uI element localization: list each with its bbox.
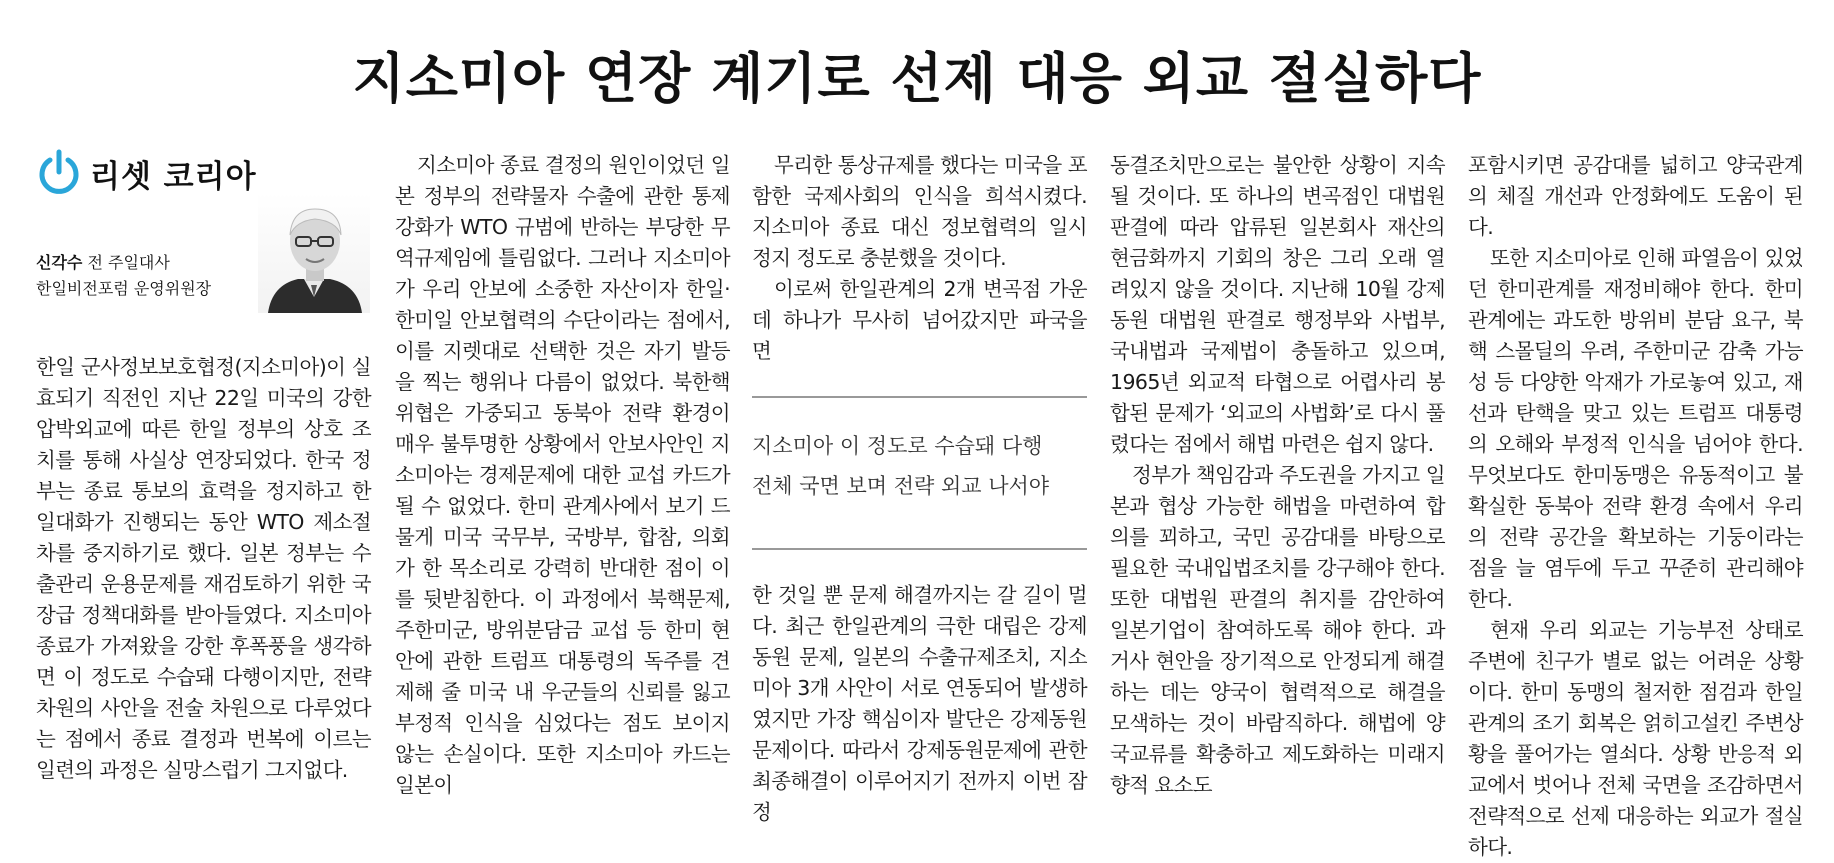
- pull-quote-bottom-rule: [752, 548, 1087, 550]
- paragraph: 정부가 책임감과 주도권을 가지고 일본과 협상 가능한 해법을 마련하여 합의를 꾀하고, 국민 공감대를 바탕으로 필요한 국내입법조치를 강구해야 한다. 또한 대법원 판결의 취지를 감안하여 일본기업이 참여하도록 해야 한다. 과거사 현안을 장기적으로 안정되게 해결하는 데는 양국이 협력적으로 해결을 모색하는 것이 바람직하다. 해법에 양국교류를 확충하고 제도화하는 미래지향적 요소도: [1110, 463, 1445, 797]
- headline: 지소미아 연장 계기로 선제 대응 외교 절실하다: [352, 46, 1482, 110]
- column-logo: [36, 148, 257, 198]
- article-column-1: [36, 352, 371, 786]
- paragraph: 동결조치만으로는 불안한 상황이 지속될 것이다. 또 하나의 변곡점인 대법원 판결에 따라 압류된 일본회사 재산의 현금화까지 기회의 창은 그리 오래 열려있지 않을 것이다. 지난해 10월 강제동원 대법원 판결로 행정부와 사법부, 국내법과 국제법이 충돌하고 있으며, 1965년 외교적 타협으로 어렵사리 봉합된 문제가 ‘외교의 사법화’로 다시 풀렸다는 점에서 해법 마련은 쉽지 않다.: [1110, 153, 1445, 456]
- paragraph: 한 것일 뿐 문제 해결까지는 갈 길이 멀다. 최근 한일관계의 극한 대립은 강제동원 문제, 일본의 수출규제조치, 지소미아 3개 사안이 서로 연동되어 발생하였지만 가장 핵심이자 발단은 강제동원 문제이다. 따라서 강제동원문제에 관한 최종해결이 이루어지기 전까지 이번 잠정: [752, 583, 1087, 824]
- author-photo: [258, 193, 370, 313]
- pull-quote: [752, 426, 1087, 506]
- article-column-4: [1110, 150, 1445, 801]
- paragraph: 현재 우리 외교는 기능부전 상태로 주변에 친구가 별로 없는 어려운 상황이다. 한미 동맹의 철저한 점검과 한일관계의 조기 회복은 얽히고설킨 주변상황을 풀어가는 열쇠다. 상황 반응적 외교에서 벗어나 전체 국면을 조감하면서 전략적으로 선제 대응하는 외교가 절실하다.: [1468, 618, 1803, 859]
- article-column-3: [752, 150, 1087, 367]
- power-icon: [36, 148, 82, 198]
- article-column-5: [1468, 150, 1803, 863]
- author-byline: [36, 250, 211, 302]
- pull-quote-line: 지소미아 이 정도로 수습돼 다행: [752, 434, 1043, 458]
- paragraph: 포함시키면 공감대를 넓히고 양국관계의 체질 개선과 안정화에도 도움이 된다.: [1468, 153, 1803, 239]
- paragraph: 무리한 통상규제를 했다는 미국을 포함한 국제사회의 인식을 희석시켰다. 지소미아 종료 대신 정보협력의 일시 정지 정도로 충분했을 것이다.: [752, 153, 1087, 270]
- article-column-2: [395, 150, 730, 801]
- paragraph: 지소미아 종료 결정의 원인이었던 일본 정부의 전략물자 수출에 관한 통제 강화가 WTO 규범에 반하는 부당한 무역규제임에 틀림없다. 그러나 지소미아가 우리 안보에 소중한 자산이자 한일·한미일 안보협력의 수단이라는 점에서, 이를 지렛대로 선택한 것은 자기 발등을 찍는 행위나 다름이 없었다. 북한핵 위협은 가중되고 동북아 전략 환경이 매우 불투명한 상황에서 안보사안인 지소미아는 경제문제에 대한 교섭 카드가 될 수 없었다. 한미 관계사에서 보기 드물게 미국 국무부, 국방부, 합참, 의회가 한 목소리로 강력히 반대한 점이 이를 뒷받침한다. 이 과정에서 북핵문제, 주한미군, 방위분담금 교섭 등 한미 현안에 관한 트럼프 대통령의 독주를 견제해 줄 미국 내 우군들의 신뢰를 잃고 부정적 인식을 심었다는 점도 보이지 않는 손실이다. 또한 지소미아 카드는 일본이: [395, 153, 730, 797]
- paragraph: 이로써 한일관계의 2개 변곡점 가운데 하나가 무사히 넘어갔지만 파국을 면: [752, 277, 1087, 363]
- paragraph: 또한 지소미아로 인해 파열음이 있었던 한미관계를 재정비해야 한다. 한미관계에는 과도한 방위비 분담 요구, 북핵 스몰딜의 우려, 주한미군 감축 가능성 등 다양한 악재가 가로놓여 있고, 재선과 탄핵을 맞고 있는 트럼프 대통령의 오해와 부정적 인식을 넘어야 한다. 무엇보다도 한미동맹은 유동적이고 불확실한 동북아 전략 환경 속에서 우리의 전략 공간을 확보하는 기둥이라는 점을 늘 염두에 두고 꾸준히 관리해야 한다.: [1468, 246, 1803, 611]
- article-column-3-continued: [752, 580, 1087, 828]
- pull-quote-line: 전체 국면 보며 전략 외교 나서야: [752, 474, 1050, 498]
- author-name: 신각수: [36, 253, 83, 272]
- pull-quote-top-rule: [752, 396, 1087, 398]
- column-series-name: 리셋 코리아: [90, 158, 257, 195]
- author-title: 전 주일대사: [87, 253, 170, 272]
- paragraph: 한일 군사정보보호협정(지소미아)이 실효되기 직전인 지난 22일 미국의 강한 압박외교에 따른 한일 정부의 상호 조치를 통해 사실상 연장되었다. 한국 정부는 종료 통보의 효력을 정지하고 한일대화가 진행되는 동안 WTO 제소절차를 중지하기로 했다. 일본 정부는 수출관리 운용문제를 재검토하기 위한 국장급 정책대화를 받아들였다. 지소미아 종료가 가져왔을 강한 후폭풍을 생각하면 이 정도로 수습돼 다행이지만, 전략 차원의 사안을 전술 차원으로 다루었다는 점에서 종료 결정과 번복에 이르는 일련의 과정은 실망스럽기 그지없다.: [36, 355, 371, 782]
- author-affiliation: 한일비전포럼 운영위원장: [36, 279, 212, 298]
